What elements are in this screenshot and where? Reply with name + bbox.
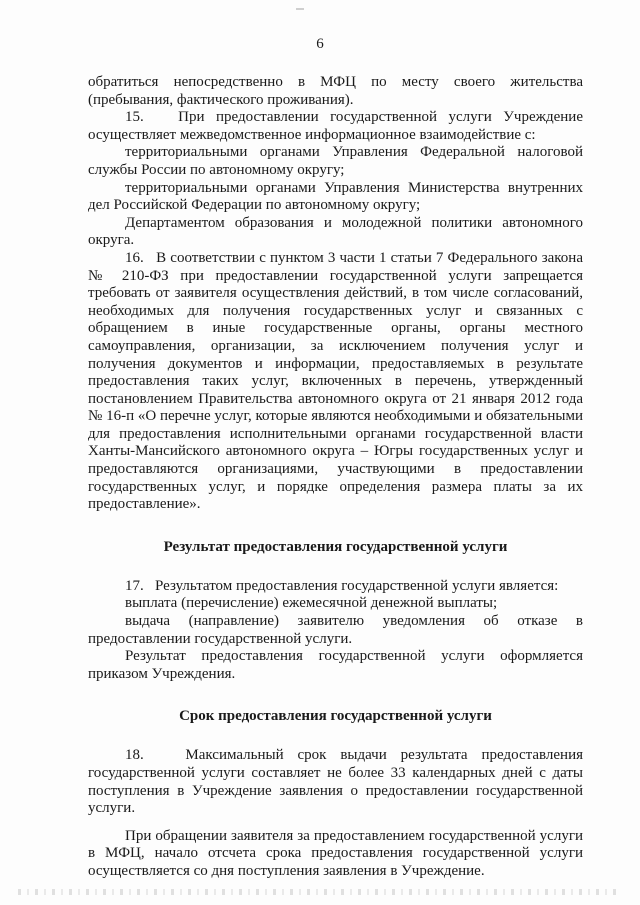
paragraph-item-17-payment: выплата (перечисление) ежемесячной денежной выплаты; xyxy=(125,595,498,612)
scan-artifact xyxy=(296,8,304,10)
paragraph-item-17-order: Результат предоставления государственной услуги оформляется приказом Учреждения. xyxy=(88,648,583,682)
paragraph-item-18-mfc: При обращении заявителя за предоставлением государственной услуги в МФЦ, начало отсчета срока предоставления государственной услуги осуществляется со дня поступления заявления в Учреждение. xyxy=(88,827,583,879)
paragraph-item-16: 16. В соответствии с пунктом 3 части 1 статьи 7 Федерального закона № 210-ФЗ при предоставлении государственной услуги запрещается требовать от заявителя осуществления действий, в том числе согласований, необходимых для получения государственных услуг и связанных с обращением в иные государственные органы, органы местного самоуправления, организации, за исключением получения услуг и получения документов и информации, предоставляемых в результате предоставления таких услуг, включенных в перечень, утвержденный постановлением Правительства автономного округа от 21 января 2012 года № 16-п «О перечне услуг, которые являются необходимыми и обязательными для предоставления исполнительными органами государственной власти Ханты-Мансийского автономного округа – Югры государственных услуг и предоставляются организациями, участвующими в предоставлении государственных услуг, и порядке определения размера платы за их предоставление». xyxy=(88,249,583,513)
paragraph-item-15-education-department: Департаментом образования и молодежной политики автономного округа. xyxy=(88,214,583,249)
scan-noise-strip xyxy=(18,889,618,895)
paragraph-item-17-notice: выдача (направление) заявителю уведомления об отказе в предоставлении государственной услуги. xyxy=(88,613,583,647)
paragraph-item-15: 15. При предоставлении государственной услуги Учреждение осуществляет межведомственное информационное взаимодействие с: xyxy=(88,109,583,143)
document-body xyxy=(88,74,583,881)
section-heading-term: Срок предоставления государственной услуги xyxy=(179,708,492,725)
paragraph-item-18: 18. Максимальный срок выдачи результата предоставления государственной услуги составляет не более 33 календарных дней с даты поступления в Учреждение заявления о предоставлении государственной услуги. xyxy=(88,747,583,817)
paragraph-item-15-interior-ministry: территориальными органами Управления Министерства внутренних дел Российской Федерации по автономному округу; xyxy=(88,179,583,214)
paragraph-continuation: обратиться непосредственно в МФЦ по месту своего жительства (пребывания, фактического проживания). xyxy=(88,74,583,108)
section-heading-result: Результат предоставления государственной услуги xyxy=(163,538,508,555)
page-number: 6 xyxy=(316,36,324,52)
paragraph-item-15-tax-service: территориальными органами Управления Федеральной налоговой службы России по автономному округу; xyxy=(88,144,583,178)
paragraph-item-17: 17. Результатом предоставления государственной услуги является: xyxy=(125,577,559,594)
